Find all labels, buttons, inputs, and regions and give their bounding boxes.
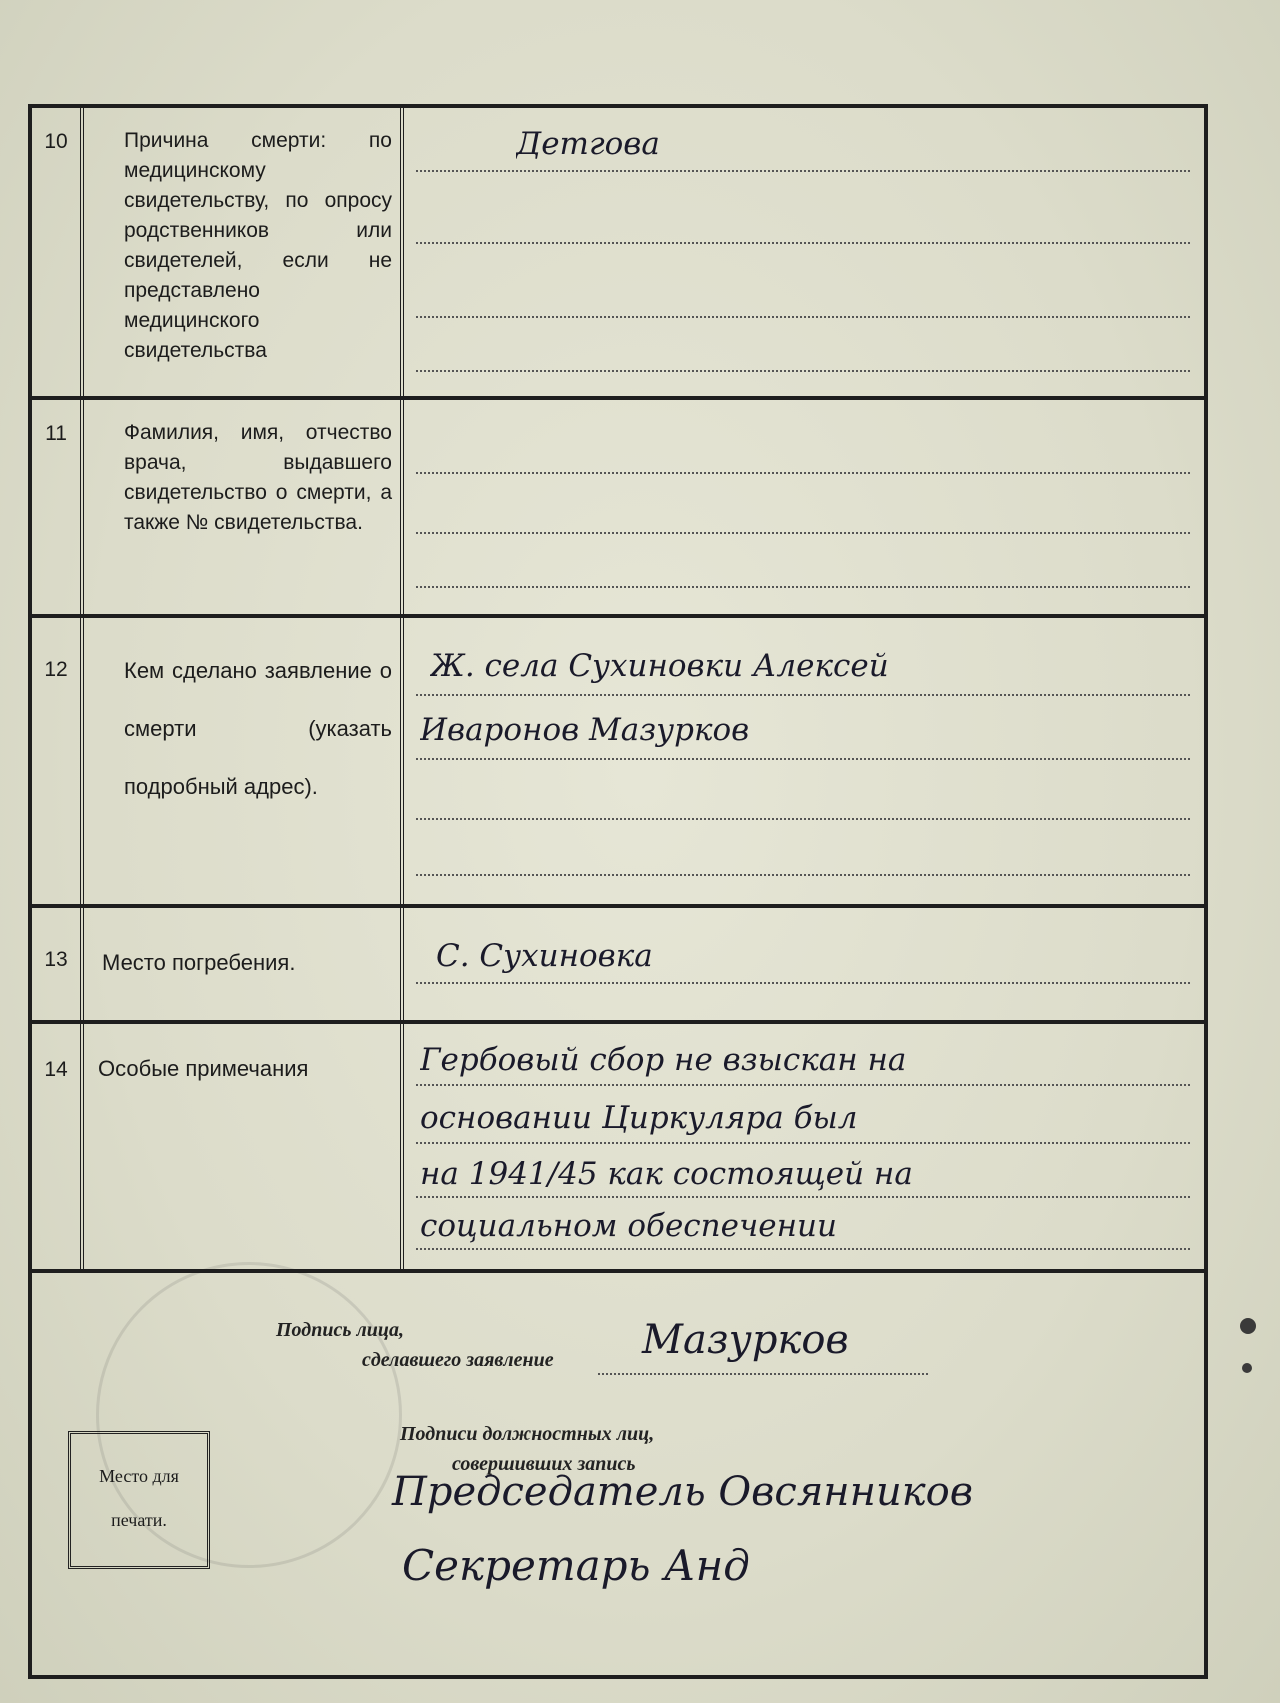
row-value xyxy=(406,1024,1204,1269)
dotted-line xyxy=(416,758,1190,760)
officials-signature-label: совершивших запись xyxy=(452,1453,636,1475)
handwritten-line: основании Циркуляра был xyxy=(420,1100,858,1136)
handwritten-line: Ж. села Сухиновки Алексей xyxy=(430,648,889,684)
row-doctor-name xyxy=(32,400,1204,618)
signature-section xyxy=(32,1273,1204,1675)
row-special-notes xyxy=(32,1024,1204,1273)
handwritten-line: С. Сухиновка xyxy=(436,938,653,974)
row-number: 14 xyxy=(32,1024,84,1269)
row-value xyxy=(406,618,1204,904)
row-label: Особые примечания xyxy=(88,1024,404,1269)
applicant-signature-label: Подпись лица, xyxy=(276,1319,404,1341)
handwritten-line: Иваронов Мазурков xyxy=(420,712,750,748)
dotted-line xyxy=(416,586,1190,588)
form-table xyxy=(28,104,1208,1679)
dotted-line xyxy=(416,316,1190,318)
dotted-line xyxy=(416,1084,1190,1086)
row-number: 11 xyxy=(32,400,84,614)
handwritten-line: Детгова xyxy=(516,126,660,162)
dotted-line xyxy=(416,370,1190,372)
row-burial-place xyxy=(32,908,1204,1024)
applicant-signature: Мазурков xyxy=(642,1317,849,1363)
dotted-line xyxy=(416,818,1190,820)
dotted-line xyxy=(416,472,1190,474)
dotted-line xyxy=(416,1142,1190,1144)
dotted-line xyxy=(416,1248,1190,1250)
chairman-signature: Председатель Овсянников xyxy=(392,1469,974,1515)
officials-signature-label: Подписи должностных лиц, xyxy=(400,1423,655,1445)
row-number: 13 xyxy=(32,908,84,1020)
row-value xyxy=(406,908,1204,1020)
punch-hole xyxy=(1242,1363,1252,1373)
handwritten-line: Гербовый сбор не взыскан на xyxy=(420,1042,907,1078)
dotted-line xyxy=(416,242,1190,244)
signature-dotted-line xyxy=(598,1373,928,1375)
row-cause-of-death xyxy=(32,108,1204,400)
dotted-line xyxy=(416,874,1190,876)
handwritten-line: на 1941/45 как состоящей на xyxy=(420,1156,913,1192)
row-value xyxy=(406,400,1204,614)
secretary-signature: Секретарь Анд xyxy=(402,1541,750,1590)
applicant-signature-label: сделавшего заявление xyxy=(362,1349,554,1371)
stamp-label: печати. xyxy=(111,1510,167,1530)
dotted-line xyxy=(416,982,1190,984)
dotted-line xyxy=(416,694,1190,696)
dotted-line xyxy=(416,532,1190,534)
row-number: 12 xyxy=(32,618,84,904)
row-declarant xyxy=(32,618,1204,908)
row-number: 10 xyxy=(32,108,84,396)
stamp-label: Место для xyxy=(99,1466,179,1486)
dotted-line xyxy=(416,170,1190,172)
handwritten-line: социальном обеспечении xyxy=(420,1208,837,1244)
stamp-placeholder xyxy=(68,1431,210,1569)
row-label: Кем сделано заявление о смерти (указать подробный адрес). xyxy=(88,618,404,904)
row-label: Фамилия, имя, отчество врача, выдавшего свидетельство о смерти, а также № свидетельства. xyxy=(88,400,404,614)
row-label: Место погребения. xyxy=(88,908,404,1020)
row-label: Причина смерти: по медицинскому свидетельству, по опросу родственников или свидетелей, если не представлено медицинского свидетельства xyxy=(88,108,404,396)
dotted-line xyxy=(416,1196,1190,1198)
punch-hole xyxy=(1240,1318,1256,1334)
row-value xyxy=(406,108,1204,396)
